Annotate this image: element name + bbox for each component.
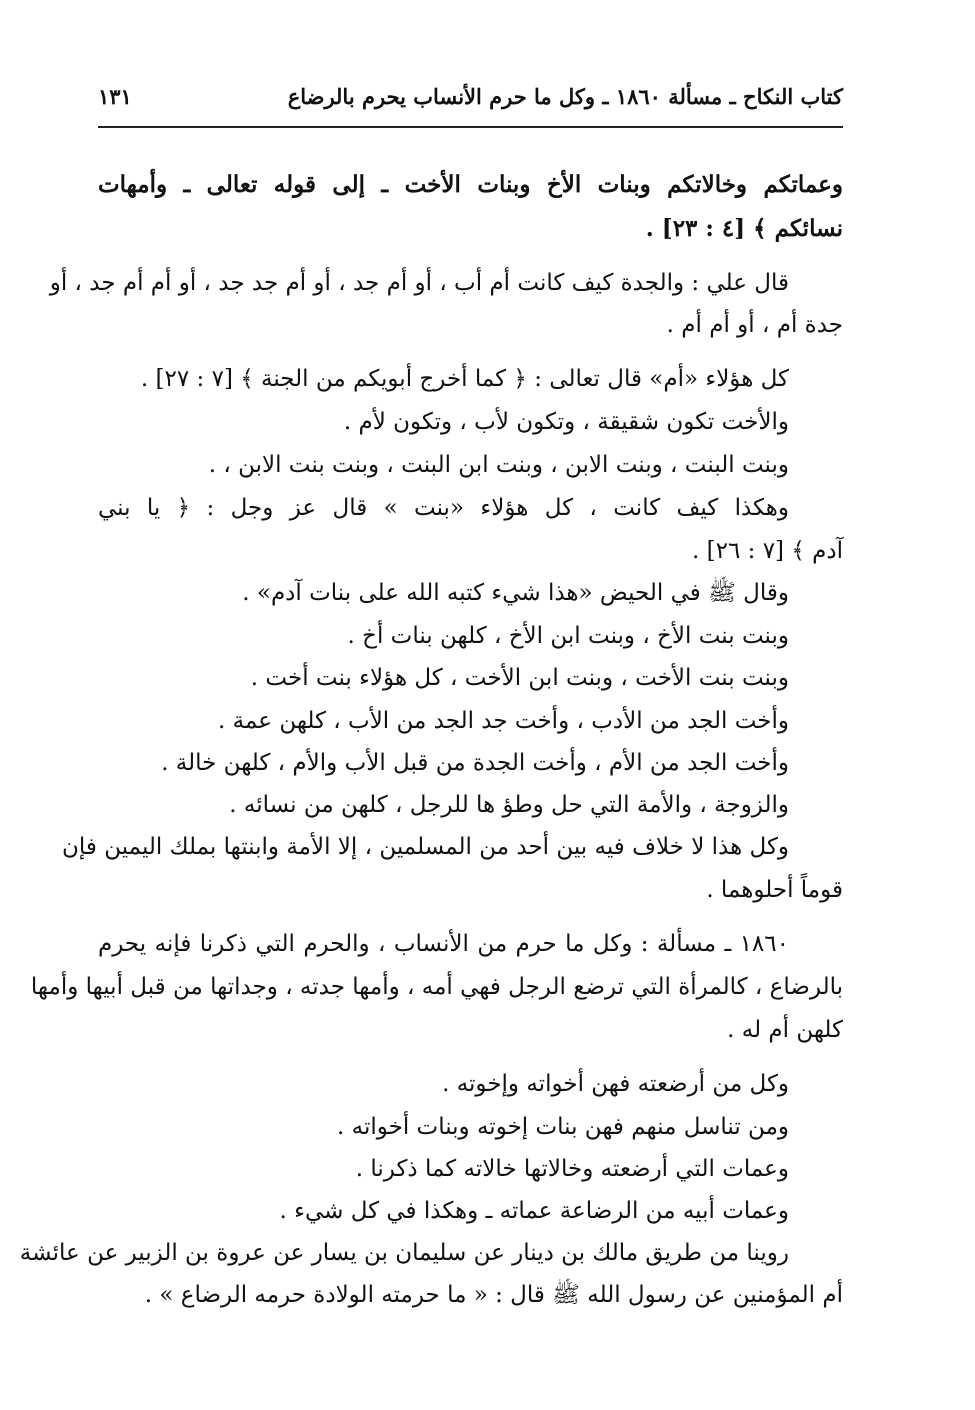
text-line: قال علي : والجدة كيف كانت أم أب ، أو أم جد ، أو أم جد جد ، أو أم أم جد ، أو [49,270,789,296]
text-line: كل هؤلاء «أم» قال تعالى : ﴿ كما أخرج أبويكم من الجنة ﴾ [٧ : ٢٧] . [140,366,789,392]
issue-heading-line: ١٨٦٠ ـ مسألة : وكل ما حرم من الأنساب ، والحرم التي ذكرنا فإنه يحرم [98,931,789,957]
text-line: كلهن أم له . [727,1017,843,1043]
text-line: وعمات التي أرضعته وخالاتها خالاته كما ذكرنا . [355,1156,789,1182]
text-line: وكل من أرضعته فهن أخواته وإخوته . [442,1071,789,1097]
text-line: وقال ﷺ في الحيض «هذا شيء كتبه الله على بنات آدم» . [242,580,789,606]
page-header [98,78,843,114]
running-title: كتاب النكاح ـ مسألة ١٨٦٠ ـ وكل ما حرم الأنساب يحرم بالرضاع [287,83,843,109]
text-line: أم المؤمنين عن رسول الله ﷺ قال : « ما حرمته الولادة حرمه الرضاع » . [144,1282,843,1308]
text-line: وعمات أبيه من الرضاعة عماته ـ وهكذا في كل شيء . [279,1198,789,1224]
text-line: بالرضاع ، كالمرأة التي ترضع الرجل فهي أمه ، وأمها جدته ، وجداتها من قبل أبيها وأمها [30,974,843,1000]
text-line: نسائكم ﴾ [٤ : ٢٣] . [645,215,843,242]
text-line: وهكذا كيف كانت ، كل هؤلاء «بنت » قال عز وجل : ﴿ يا بني [98,495,789,521]
text-line: جدة أم ، أو أم أم . [666,312,843,338]
text-line: وأخت الجد من الأدب ، وأخت جد الجد من الأب ، كلهن عمة . [218,708,789,734]
text-line: وبنت بنت الأخ ، وبنت ابن الأخ ، كلهن بنات أخ . [347,623,789,649]
text-line: روينا من طريق مالك بن دينار عن سليمان بن يسار عن عروة بن الزبير عن عائشة [19,1240,789,1266]
text-line: قوماً أحلوهما . [706,877,843,903]
text-line: والزوجة ، والأمة التي حل وطؤ ها للرجل ، كلهن من نسائه . [229,792,789,818]
text-line: وكل هذا لا خلاف فيه بين أحد من المسلمين ، إلا الأمة وابنتها بملك اليمين فإن [62,834,789,860]
text-line: وعماتكم وخالاتكم وبنات الأخ وبنات الأخت ـ إلى قوله تعالى ـ وأمهات [98,171,843,198]
text-line: والأخت تكون شقيقة ، وتكون لأب ، وتكون لأم . [343,409,789,435]
text-line: وأخت الجد من الأم ، وأخت الجدة من قبل الأب والأم ، كلهن خالة . [161,750,789,776]
text-line: وبنت بنت الأخت ، وبنت ابن الأخت ، كل هؤلاء بنت أخت . [250,665,789,691]
header-rule [98,126,843,128]
text-line: ومن تناسل منهم فهن بنات إخوته وبنات أخواته . [337,1114,789,1140]
text-line: وبنت البنت ، وبنت الابن ، وبنت ابن البنت ، وبنت بنت الابن ، . [208,452,789,478]
text-line: آدم ﴾ [٧ : ٢٦] . [691,538,843,564]
page-number: ١٣١ [98,83,132,109]
